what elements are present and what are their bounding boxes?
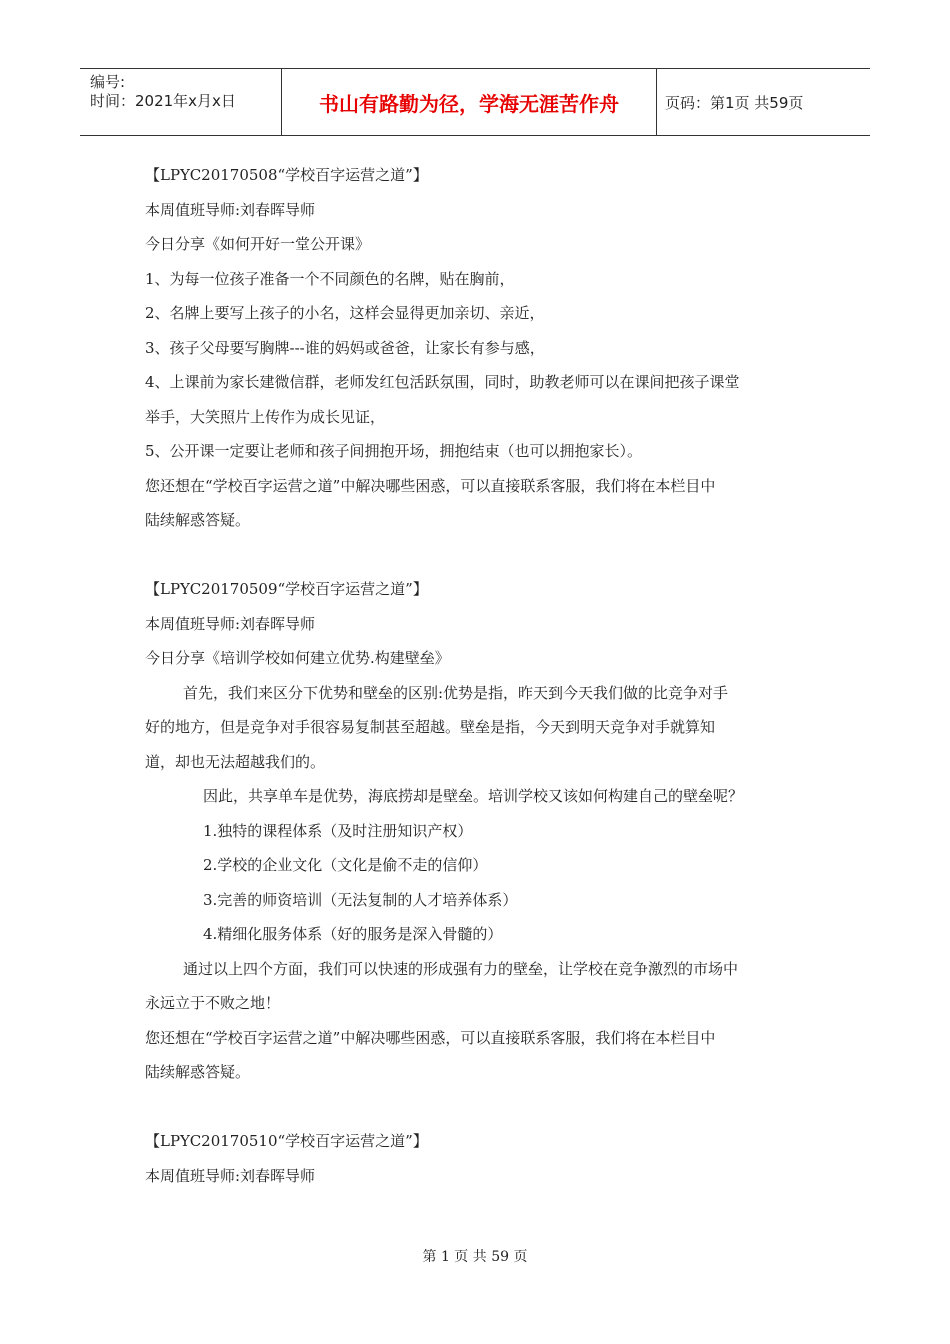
text-line: 您还想在“学校百字运营之道”中解决哪些困惑，可以直接联系客服，我们将在本栏目中 <box>145 1028 716 1047</box>
list-item: 2.学校的企业文化（文化是偷不走的信仰） <box>203 856 488 874</box>
topic-line: 今日分享《培训学校如何建立优势.构建壁垒》 <box>145 649 450 667</box>
text-line: 5、公开课一定要让老师和孩子间拥抱开场，拥抱结束（也可以拥抱家长）。 <box>145 442 643 460</box>
text-line: 永远立于不败之地！ <box>145 994 281 1012</box>
text-line: 陆续解惑答疑。 <box>145 511 251 529</box>
text-line: 道，却也无法超越我们的。 <box>145 752 326 771</box>
header-page-number: 页码：第1页 共59页 <box>665 93 804 112</box>
text-line: 通过以上四个方面，我们可以快速的形成强有力的壁垒，让学校在竞争激烈的市场中 <box>183 959 739 978</box>
list-item: 4.精细化服务体系（好的服务是深入骨髓的） <box>203 925 503 943</box>
list-item: 3.完善的师资培训（无法复制的人才培养体系） <box>203 890 518 909</box>
text-line: 举手，大笑照片上传作为成长见证， <box>145 407 386 426</box>
text-line: 好的地方，但是竞争对手很容易复制甚至超越。壁垒是指，今天到明天竞争对手就算知 <box>145 718 716 736</box>
page-header <box>80 68 870 136</box>
page-footer: 第 1 页 共 59 页 <box>422 1249 528 1265</box>
text-line: 陆续解惑答疑。 <box>145 1063 251 1081</box>
document-number: 编号: <box>90 73 126 91</box>
list-item: 1.独特的课程体系（及时注册知识产权） <box>203 821 473 840</box>
document-body <box>145 158 810 1193</box>
mentor-line: 本周值班导师:刘春晖导师 <box>145 614 316 633</box>
section-title: 【LPYC20170508“学校百字运营之道”】 <box>145 166 428 184</box>
mentor-line: 本周值班导师:刘春晖导师 <box>145 1166 316 1185</box>
section-title: 【LPYC20170509“学校百字运营之道”】 <box>145 580 428 598</box>
text-line: 1、为每一位孩子准备一个不同颜色的名牌，贴在胸前， <box>145 269 515 288</box>
header-motto: 书山有路勤为径，学海无涯苦作舟 <box>282 69 657 135</box>
section-gap <box>145 1090 810 1125</box>
text-line: 首先，我们来区分下优势和壁垒的区别:优势是指，昨天到今天我们做的比竞争对手 <box>183 683 729 702</box>
section-title: 【LPYC20170510“学校百字运营之道”】 <box>145 1132 428 1150</box>
text-line: 因此，共享单车是优势，海底捞却是壁垒。培训学校又该如何构建自己的壁垒呢？ <box>203 787 744 805</box>
text-line: 3、孩子父母要写胸牌---谁的妈妈或爸爸，让家长有参与感， <box>145 338 545 357</box>
header-meta <box>80 69 282 135</box>
mentor-line: 本周值班导师:刘春晖导师 <box>145 200 316 219</box>
text-line: 您还想在“学校百字运营之道”中解决哪些困惑，可以直接联系客服，我们将在本栏目中 <box>145 476 716 495</box>
section-gap <box>145 538 810 573</box>
text-line: 4、上课前为家长建微信群，老师发红包活跃氛围，同时，助教老师可以在课间把孩子课堂 <box>145 373 740 391</box>
topic-line: 今日分享《如何开好一堂公开课》 <box>145 235 371 253</box>
text-line: 2、名牌上要写上孩子的小名，这样会显得更加亲切、亲近， <box>145 304 545 322</box>
document-date: 时间：2021年x月x日 <box>90 92 236 110</box>
